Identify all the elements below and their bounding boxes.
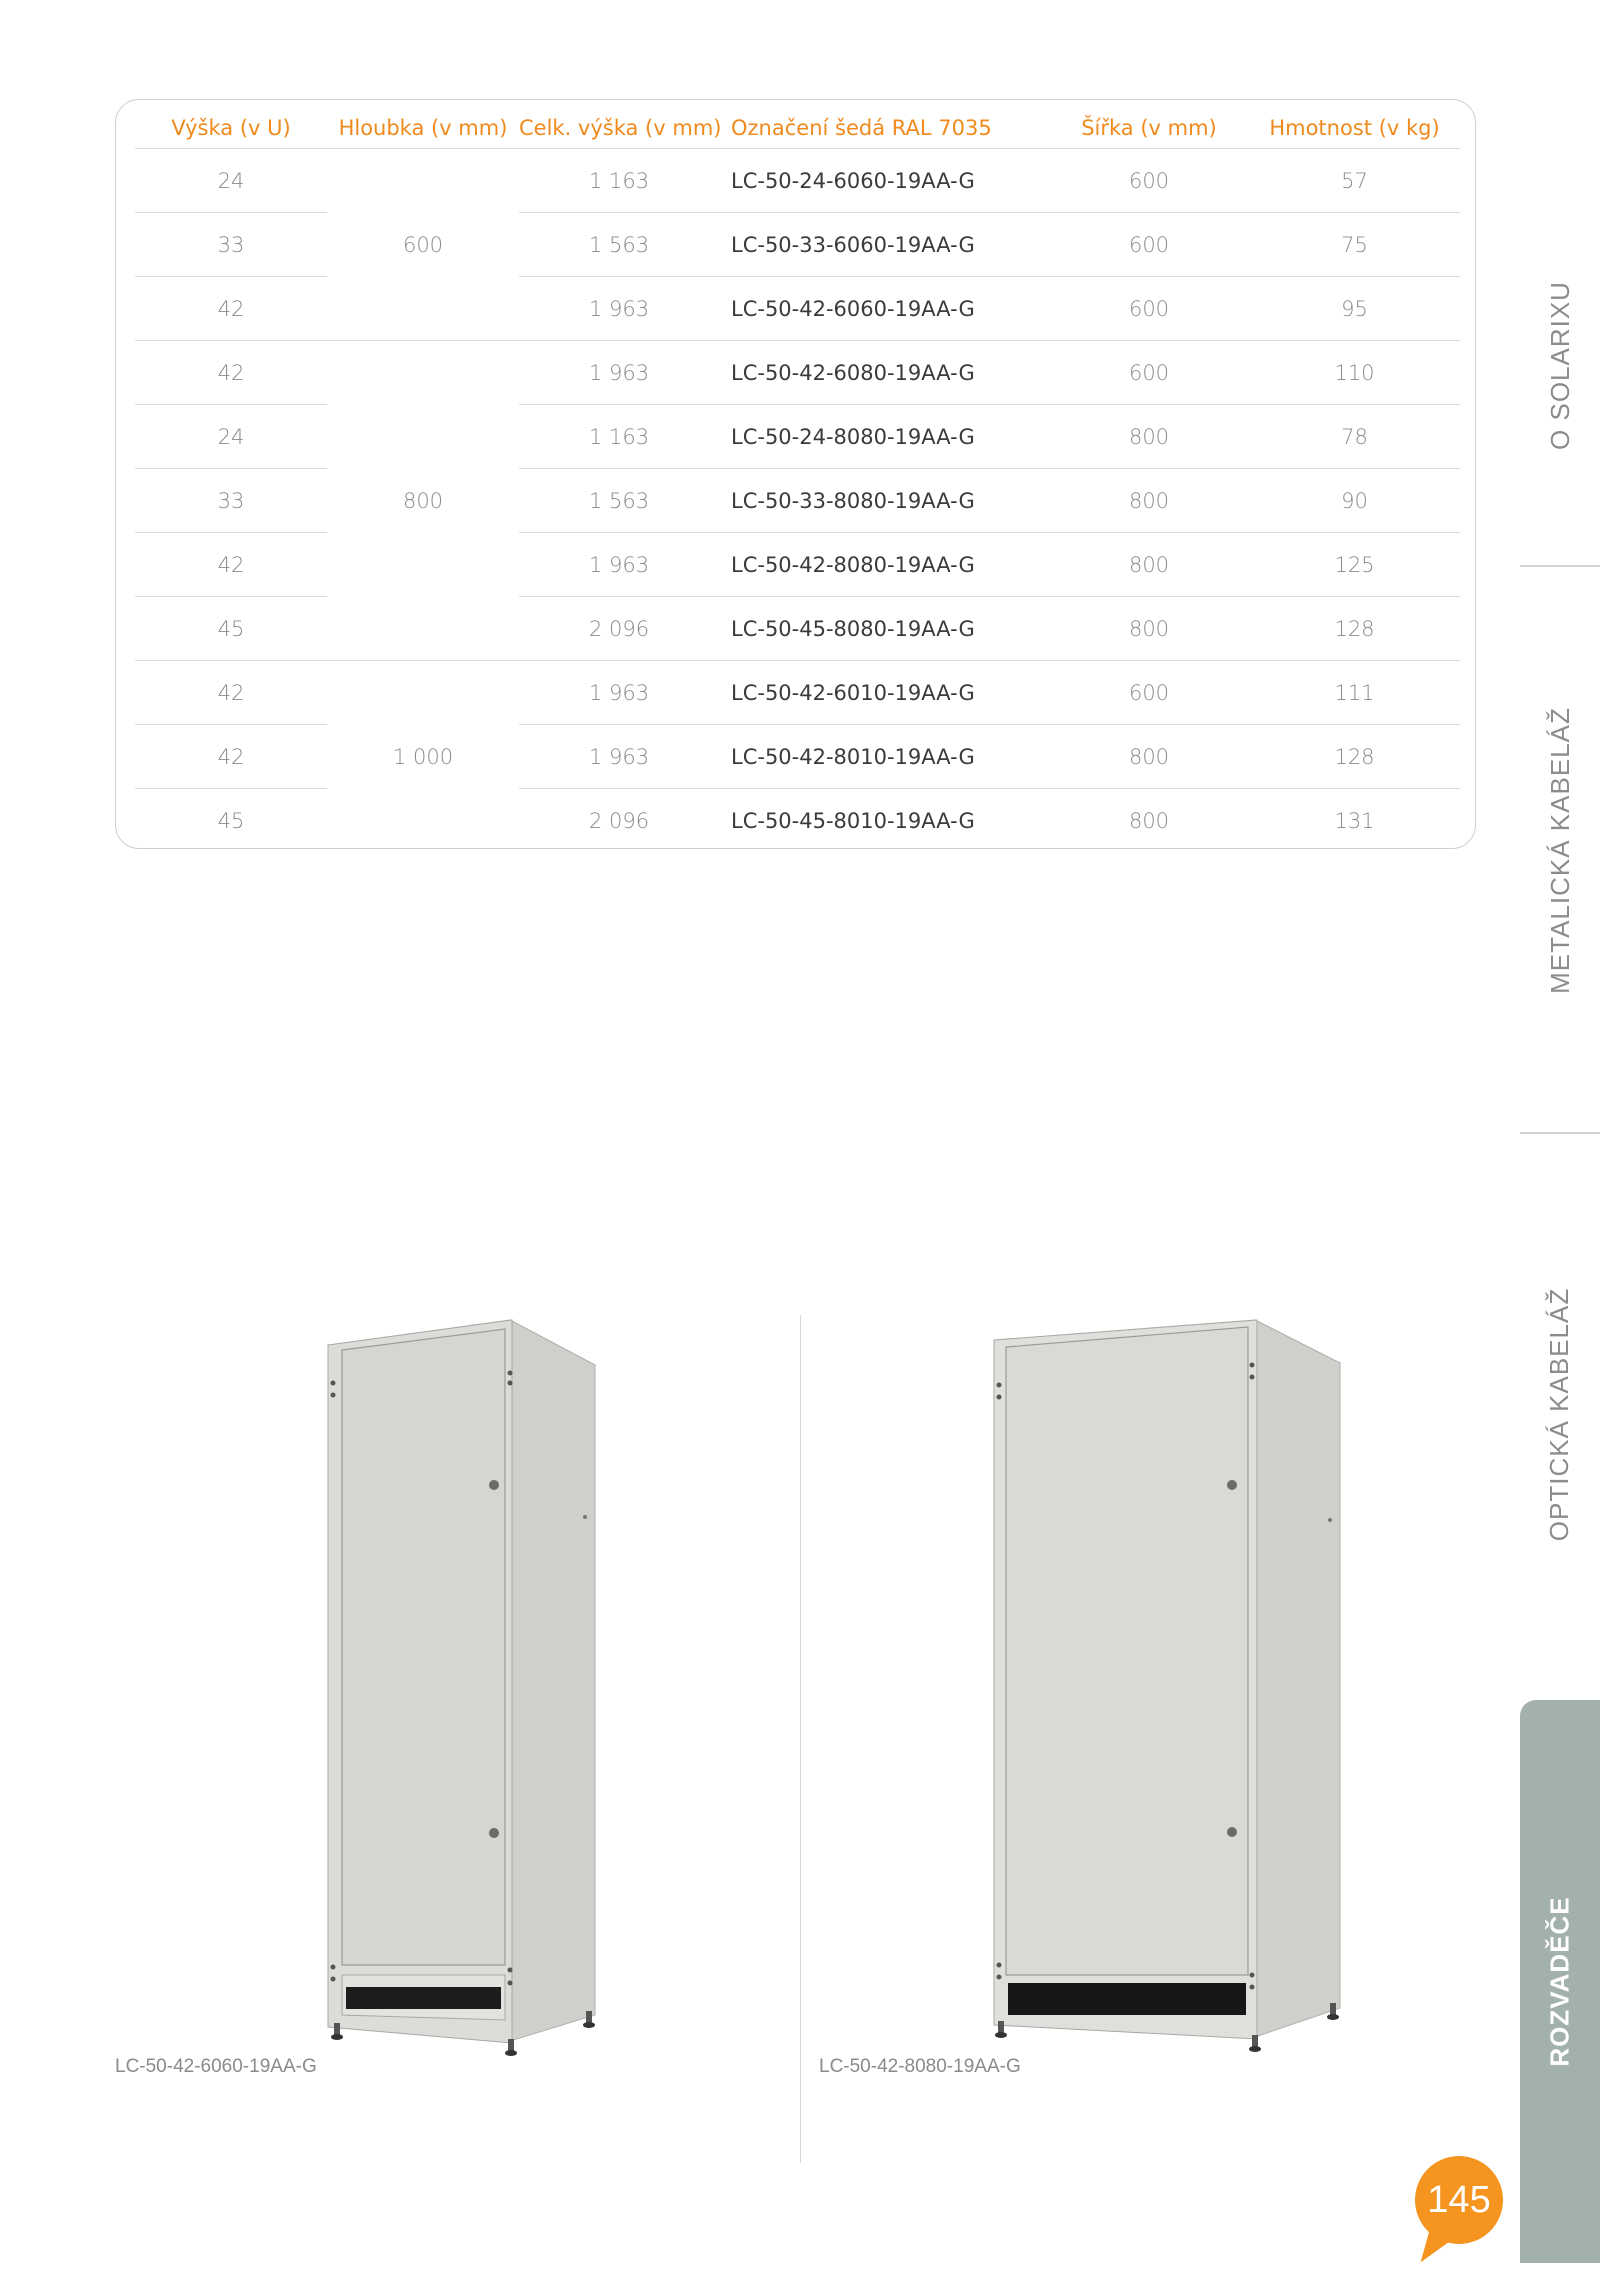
cell-code: LC-50-42-6060-19AA-G <box>719 277 1049 341</box>
cell-weight: 95 <box>1249 277 1460 341</box>
cell-total-height: 1 963 <box>519 661 719 725</box>
cell-depth-group: 800 <box>327 341 519 661</box>
caption-cabinet-600: LC-50-42-6060-19AA-G <box>115 2056 317 2077</box>
tab-metalicka-kabelaz[interactable] <box>1520 570 1600 1130</box>
cell-code: LC-50-33-6060-19AA-G <box>719 213 1049 277</box>
tab-opticka-kabelaz[interactable] <box>1520 1134 1600 1694</box>
cell-height-u: 45 <box>135 597 327 661</box>
cell-depth-group: 1 000 <box>392 744 454 769</box>
caption-cabinet-800: LC-50-42-8080-19AA-G <box>819 2056 1021 2077</box>
cell-height-u: 42 <box>135 725 327 789</box>
col-header-width: Šířka (v mm) <box>1049 108 1249 149</box>
cell-width: 800 <box>1049 405 1249 469</box>
cell-height-u: 45 <box>217 808 245 833</box>
table-row <box>135 149 1460 213</box>
cell-total-height: 1 963 <box>519 725 719 789</box>
cell-width: 800 <box>1049 597 1249 661</box>
cell-height-u: 24 <box>135 149 327 213</box>
cell-width: 600 <box>1049 213 1249 277</box>
cell-total-height: 2 096 <box>588 808 650 833</box>
cell-total-height: 1 163 <box>519 405 719 469</box>
cell-width: 600 <box>1049 277 1249 341</box>
cell-code: LC-50-24-6060-19AA-G <box>719 149 1049 213</box>
cell-total-height: 1 963 <box>519 341 719 405</box>
cell-weight: 128 <box>1249 725 1460 789</box>
cell-width: 800 <box>1049 533 1249 597</box>
col-header-height-u: Výška (v U) <box>135 108 327 149</box>
tab-label: ROZVADĚČE <box>1544 1896 1575 2067</box>
cell-total-height: 1 563 <box>519 213 719 277</box>
table-row <box>135 661 1460 725</box>
cell-height-u: 42 <box>135 661 327 725</box>
cell-total-height: 1 163 <box>519 149 719 213</box>
cell-width: 800 <box>1049 725 1249 789</box>
cell-height-u: 33 <box>135 469 327 533</box>
cell-weight: 78 <box>1249 405 1460 469</box>
page-number: 145 <box>1415 2156 1503 2244</box>
tab-o-solarixu[interactable] <box>1520 160 1600 570</box>
cell-height-u: 42 <box>135 341 327 405</box>
cell-total-height: 1 963 <box>519 277 719 341</box>
cell-weight: 128 <box>1249 597 1460 661</box>
col-header-code: Označení šedá RAL 7035 <box>719 108 1049 149</box>
cell-height-u: 33 <box>135 213 327 277</box>
cell-depth-group: 600 <box>327 149 519 341</box>
table-header-row <box>135 108 1460 149</box>
col-header-total-height: Celk. výška (v mm) <box>519 108 719 149</box>
tab-label: METALICKÁ KABELÁŽ <box>1544 706 1575 994</box>
tab-label: O SOLARIXU <box>1544 280 1575 450</box>
cell-width: 600 <box>1049 149 1249 213</box>
cell-width: 600 <box>1049 661 1249 725</box>
cell-width: 800 <box>1049 469 1249 533</box>
cell-weight: 125 <box>1249 533 1460 597</box>
tab-divider <box>1520 565 1600 567</box>
spec-table <box>135 108 1460 852</box>
cell-height-u: 42 <box>135 277 327 341</box>
cell-weight: 110 <box>1249 341 1460 405</box>
cell-total-height: 1 963 <box>519 533 719 597</box>
cell-weight: 90 <box>1249 469 1460 533</box>
cabinet-800-image <box>990 1315 1345 2060</box>
cell-total-height: 1 563 <box>519 469 719 533</box>
cell-code: LC-50-45-8080-19AA-G <box>719 597 1049 661</box>
cell-total-height: 2 096 <box>519 597 719 661</box>
cell-weight: 57 <box>1249 149 1460 213</box>
cell-code: LC-50-42-6010-19AA-G <box>719 661 1049 725</box>
cell-code: LC-50-33-8080-19AA-G <box>719 469 1049 533</box>
cell-code: LC-50-42-8080-19AA-G <box>719 533 1049 597</box>
cell-height-u: 42 <box>135 533 327 597</box>
col-header-weight: Hmotnost (v kg) <box>1249 108 1460 149</box>
cell-code: LC-50-42-6080-19AA-G <box>719 341 1049 405</box>
table-row <box>135 341 1460 405</box>
cell-height-u: 24 <box>135 405 327 469</box>
tab-rozvadece[interactable] <box>1520 1700 1600 2263</box>
cell-weight: 111 <box>1249 661 1460 725</box>
cabinet-600-image <box>320 1315 600 2060</box>
cell-weight: 131 <box>1334 808 1375 833</box>
image-divider <box>800 1315 801 2163</box>
cell-weight: 75 <box>1249 213 1460 277</box>
cell-code: LC-50-42-8010-19AA-G <box>719 725 1049 789</box>
cell-code: LC-50-45-8010-19AA-G <box>731 808 975 833</box>
tab-label: OPTICKÁ KABELÁŽ <box>1544 1287 1575 1541</box>
cell-code: LC-50-24-8080-19AA-G <box>719 405 1049 469</box>
cell-width: 600 <box>1049 341 1249 405</box>
col-header-depth: Hloubka (v mm) <box>327 108 519 149</box>
cell-width: 800 <box>1128 808 1170 833</box>
